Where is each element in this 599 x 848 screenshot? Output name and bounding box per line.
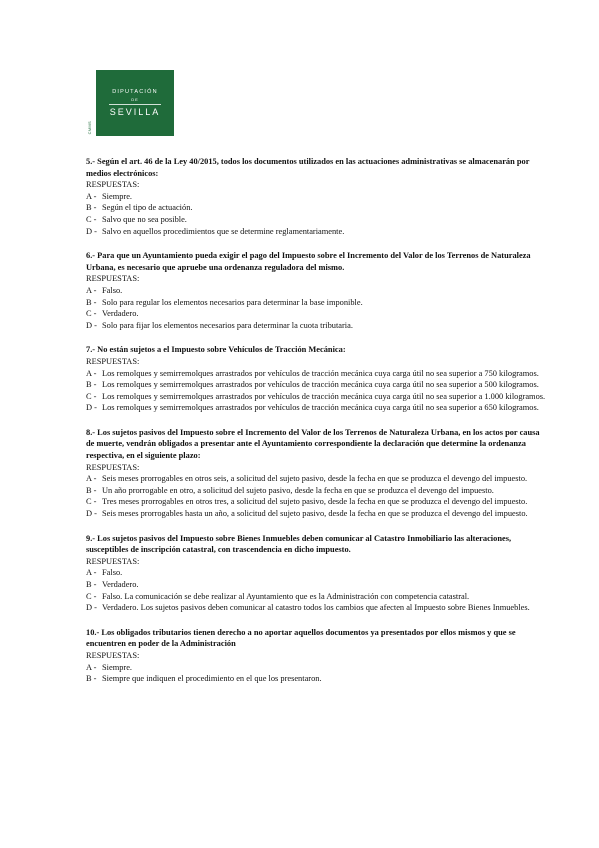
answer-d xyxy=(86,226,548,238)
answer-letter: A - xyxy=(86,474,97,484)
answer-text: Verdadero. Los sujetos pasivos deben comunicar al catastro todos los cambios que afecten al Impuesto sobre Bienes Inmuebles. xyxy=(102,603,530,613)
answer-letter: A - xyxy=(86,662,97,672)
logo-name-text: SEVILLA xyxy=(109,107,161,117)
answer-text: Seis meses prorrogables hasta un año, a solicitud del sujeto pasivo, desde la fecha en que se produzca el devengo del impuesto. xyxy=(102,509,528,519)
answers-label: RESPUESTAS: xyxy=(86,274,140,284)
question-10 xyxy=(86,627,548,685)
answer-c xyxy=(86,391,548,403)
answer-letter: B - xyxy=(86,580,97,589)
question-6 xyxy=(86,250,548,331)
answer-text: Salvo en aquellos procedimientos que se determine reglamentariamente. xyxy=(102,226,345,236)
answer-b xyxy=(86,202,548,214)
logo-box xyxy=(96,70,174,136)
answer-letter: C - xyxy=(86,391,97,401)
question-8 xyxy=(86,427,548,520)
answer-b xyxy=(86,485,548,497)
answer-a xyxy=(86,473,548,485)
answer-text: Los remolques y semirremolques arrastrados por vehículos de tracción mecánica cuya carga útil no sea superior a 750 kilogramos. xyxy=(102,368,539,378)
question-title: 10.- Los obligados tributarios tienen derecho a no aportar aquellos documentos ya presentados por ellos mismos y que se encuentren en poder de la Administración xyxy=(86,627,516,649)
answer-text: Según el tipo de actuación. xyxy=(102,203,193,213)
answer-b xyxy=(86,297,548,309)
answer-text: Siempre. xyxy=(102,662,133,672)
answer-c xyxy=(86,496,548,508)
answer-b xyxy=(86,673,548,685)
answer-d xyxy=(86,508,548,520)
answer-letter: D - xyxy=(86,603,97,613)
answer-letter: B - xyxy=(86,380,97,390)
answer-text: Verdadero. xyxy=(102,309,139,319)
answer-text: Tres meses prorrogables en otros tres, a solicitud del sujeto pasivo, desde la fecha en que se produzca el devengo del impuesto. xyxy=(102,497,528,507)
question-title: 7.- No están sujetos a el Impuesto sobre Vehículos de Tracción Mecánica: xyxy=(86,345,346,355)
answer-c xyxy=(86,214,548,226)
answer-letter: D - xyxy=(86,403,97,413)
question-5 xyxy=(86,156,548,237)
answer-a xyxy=(86,567,548,579)
answer-letter: B - xyxy=(86,297,97,307)
answer-letter: B - xyxy=(86,674,97,684)
answer-letter: A - xyxy=(86,568,97,578)
questions-list xyxy=(86,156,548,698)
answer-c xyxy=(86,591,548,603)
answer-d xyxy=(86,402,548,414)
logo-side-strip xyxy=(86,70,96,136)
answer-text: Falso. xyxy=(102,568,123,578)
logo-divider xyxy=(109,104,161,105)
answer-letter: C - xyxy=(86,309,97,319)
answer-letter: A - xyxy=(86,191,97,201)
answer-d xyxy=(86,320,548,332)
answer-letter: D - xyxy=(86,509,97,519)
logo-de-text: DE xyxy=(131,97,139,102)
answer-text: Falso. xyxy=(102,285,123,295)
diputacion-sevilla-logo xyxy=(86,70,174,136)
answer-text: Solo para regular los elementos necesarios para determinar la base imponible. xyxy=(102,297,363,307)
answer-letter: A - xyxy=(86,285,97,295)
question-7 xyxy=(86,344,548,414)
question-title: 5.- Según el art. 46 de la Ley 40/2015, todos los documentos utilizados en las actuaciones administrativas se almacenarán por medios electrónicos: xyxy=(86,157,530,178)
answers-label: RESPUESTAS: xyxy=(86,180,140,190)
answer-text: Seis meses prorrogables en otros seis, a solicitud del sujeto pasivo, desde la fecha en que se produzca el devengo del impuesto. xyxy=(102,474,528,484)
answer-text: Falso. La comunicación se debe realizar al Ayuntamiento que es la Administración con competencia catastral. xyxy=(102,591,470,601)
answer-a xyxy=(86,368,548,380)
answer-letter: D - xyxy=(86,226,97,236)
answer-text: Solo para fijar los elementos necesarios para determinar la cuota tributaria. xyxy=(102,320,353,330)
answer-c xyxy=(86,308,548,320)
answer-d xyxy=(86,602,548,614)
answer-text: Un año prorrogable en otro, a solicitud del sujeto pasivo, desde la fecha en que se produzca el devengo del impuesto. xyxy=(102,485,494,495)
answer-text: Siempre. xyxy=(102,191,133,201)
answer-letter: C - xyxy=(86,497,97,507)
answer-letter: B - xyxy=(86,485,97,495)
answer-letter: C - xyxy=(86,591,97,601)
answer-letter: C - xyxy=(86,214,97,224)
answer-text: Los remolques y semirremolques arrastrados por vehículos de tracción mecánica cuya carga útil no sea superior a 1.000 kilogramos. xyxy=(102,391,546,401)
answer-letter: A - xyxy=(86,368,97,378)
answer-a xyxy=(86,191,548,203)
answer-letter: B - xyxy=(86,203,97,213)
answer-b xyxy=(86,579,548,591)
question-title: 6.- Para que un Ayuntamiento pueda exigir el pago del Impuesto sobre el Incremento del Valor de los Terrenos de Naturaleza Urbana, es necesario que apruebe una ordenanza reguladora del mismo. xyxy=(86,251,531,272)
answers-label: RESPUESTAS: xyxy=(86,356,140,366)
answer-text: Verdadero. xyxy=(102,580,139,589)
answers-label: RESPUESTAS: xyxy=(86,462,140,472)
answer-a xyxy=(86,662,548,674)
answers-label: RESPUESTAS: xyxy=(86,650,140,660)
answer-text: Los remolques y semirremolques arrastrados por vehículos de tracción mecánica cuya carga útil no sea superior a 650 kilogramos. xyxy=(102,403,539,413)
answer-b xyxy=(86,379,548,391)
answers-label: RESPUESTAS: xyxy=(86,556,140,566)
question-title: 9.- Los sujetos pasivos del Impuesto sobre Bienes Inmuebles deben comunicar al Catastro Inmobiliario las alteraciones, susceptibles de inscripción catastral, con trascendencia en dicho impuesto. xyxy=(86,533,512,555)
logo-arc-text: DIPUTACIÓN xyxy=(112,89,158,95)
question-9 xyxy=(86,533,548,614)
logo-side-text: CMMS xyxy=(87,120,92,134)
answer-letter: D - xyxy=(86,320,97,330)
answer-text: Los remolques y semirremolques arrastrados por vehículos de tracción mecánica cuya carga útil no sea superior a 500 kilogramos. xyxy=(102,380,539,390)
question-title: 8.- Los sujetos pasivos del Impuesto sobre el Incremento del Valor de los Terrenos de Naturaleza Urbana, en los actos por causa de muerte, vendrán obligados a presentar ante el Ayuntamiento correspondiente la declaración que determine la ordenanza respectiva, en el siguiente plazo: xyxy=(86,427,540,461)
answer-a xyxy=(86,285,548,297)
answer-text: Salvo que no sea posible. xyxy=(102,214,187,224)
answer-text: Siempre que indiquen el procedimiento en el que los presentaron. xyxy=(102,674,322,684)
